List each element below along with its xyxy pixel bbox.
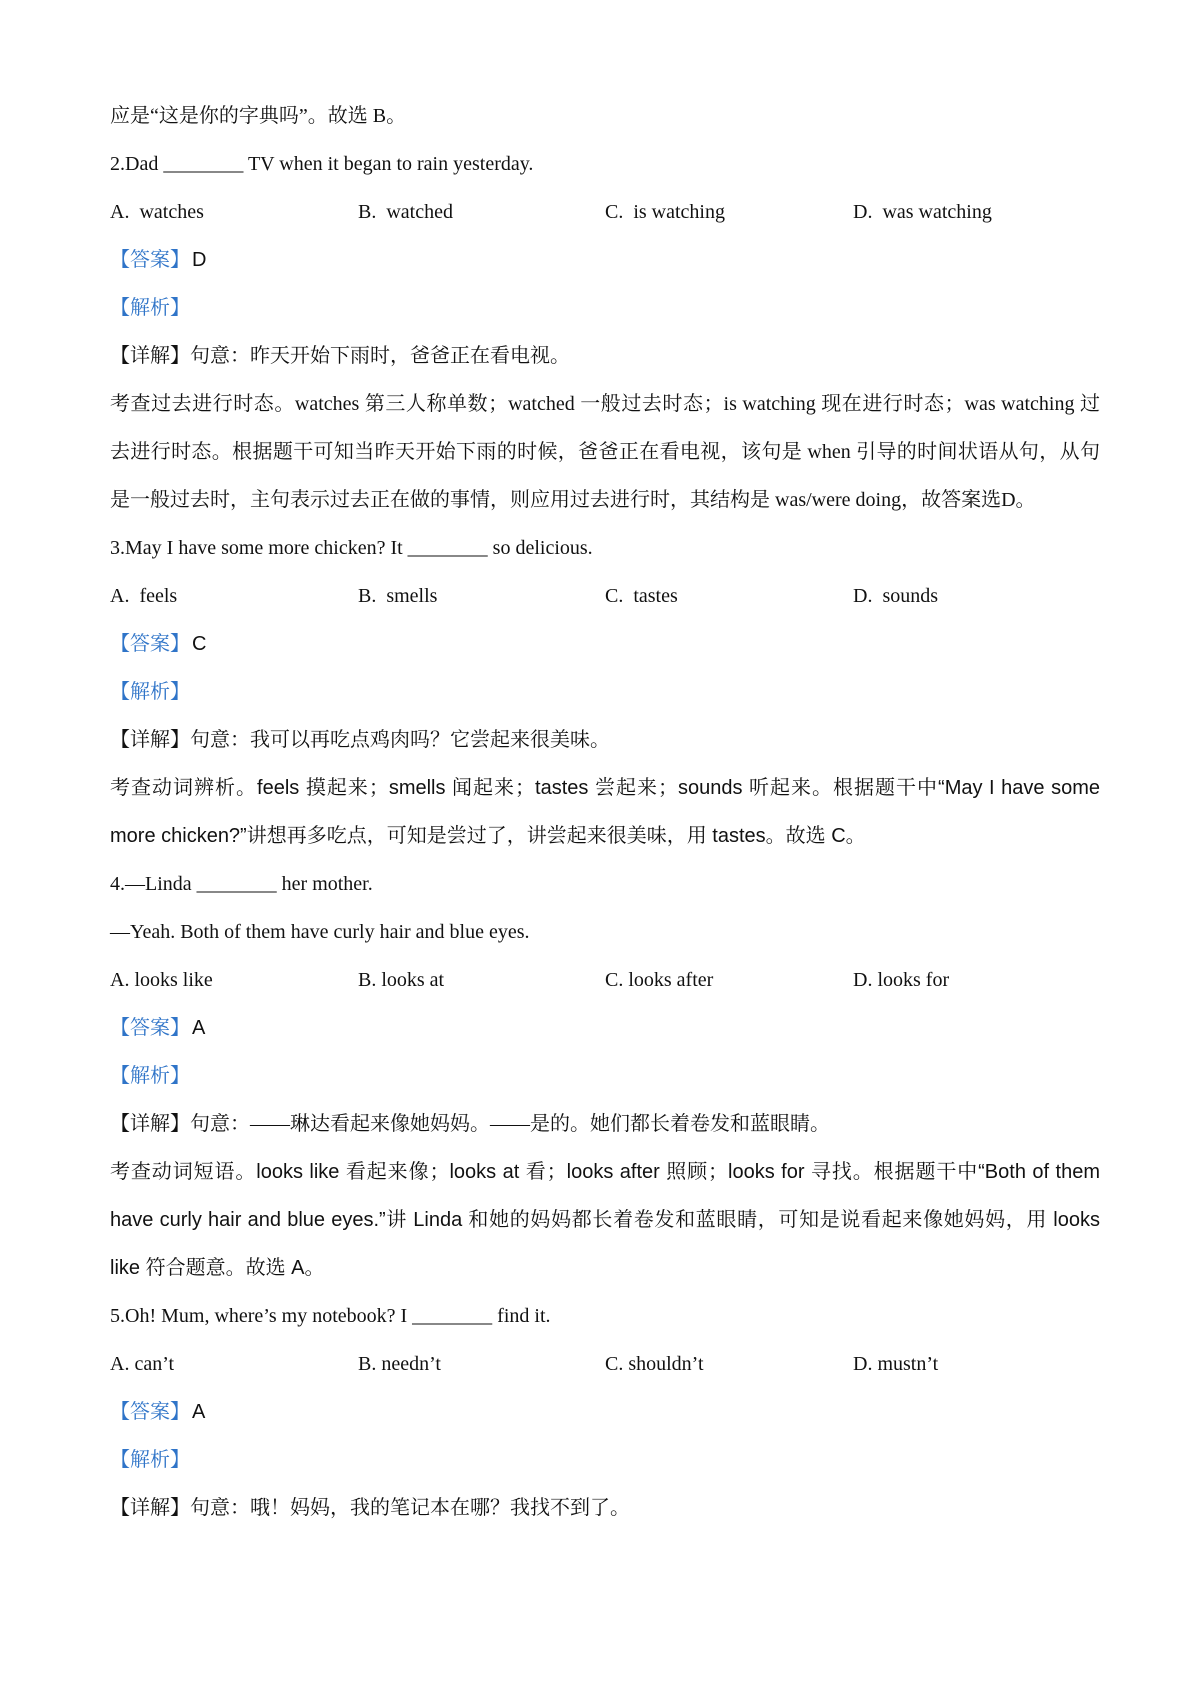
option-b: B. needn’t (358, 1353, 441, 1375)
analysis-line (110, 668, 1100, 716)
answer-value: A (192, 1017, 206, 1039)
answer-label: 【答案】 (110, 633, 190, 655)
option-b: B. smells (358, 585, 438, 607)
options-row (110, 956, 1100, 1004)
option-d: D. looks for (853, 969, 950, 991)
answer-line (110, 1388, 1100, 1436)
intro-line: 应是“这是你的字典吗”。故选 B。 (110, 105, 407, 127)
explanation-paragraph: 考查动词辨析。feels 摸起来；smells 闻起来；tastes 尝起来；sounds 听起来。根据题干中“May I have some more chicken?”讲想再多吃点，可知是尝过了，讲尝起来很美味，用 tastes。故选 C。 (110, 777, 1100, 847)
options-row (110, 572, 1100, 620)
analysis-line (110, 1436, 1100, 1484)
question-stem: 3.May I have some more chicken? It ________ so delicious. (110, 537, 593, 559)
detail-line (110, 332, 1100, 380)
detail-label: 【详解】 (110, 729, 190, 751)
question-stem-reply: —Yeah. Both of them have curly hair and blue eyes. (110, 921, 530, 943)
detail-line (110, 1484, 1100, 1532)
answer-label: 【答案】 (110, 1401, 190, 1423)
answer-line (110, 620, 1100, 668)
detail-line (110, 716, 1100, 764)
option-b: B. looks at (358, 969, 445, 991)
answer-label: 【答案】 (110, 249, 190, 271)
detail-text: 句意：昨天开始下雨时，爸爸正在看电视。 (190, 345, 570, 367)
answer-value: A (192, 1401, 206, 1423)
option-c: C. shouldn’t (605, 1353, 704, 1375)
detail-text: 句意：我可以再吃点鸡肉吗？它尝起来很美味。 (190, 729, 610, 751)
answer-line (110, 1004, 1100, 1052)
explanation-paragraph: 考查动词短语。looks like 看起来像；looks at 看；looks after 照顾；looks for 寻找。根据题干中“Both of them have curly hair and blue eyes.”讲 Linda 和她的妈妈都长着卷发和蓝眼睛，可知是说看起来像她妈妈，用 looks like 符合题意。故选 A。 (110, 1161, 1100, 1279)
analysis-label: 【解析】 (110, 1065, 190, 1087)
question-stem: 4.—Linda ________ her mother. (110, 873, 373, 895)
option-a: A. looks like (110, 969, 213, 991)
question-stem: 2.Dad ________ TV when it began to rain yesterday. (110, 153, 534, 175)
analysis-label: 【解析】 (110, 297, 190, 319)
analysis-label: 【解析】 (110, 1449, 190, 1471)
detail-label: 【详解】 (110, 345, 190, 367)
detail-line (110, 1100, 1100, 1148)
option-d: D. sounds (853, 585, 939, 607)
detail-label: 【详解】 (110, 1113, 190, 1135)
analysis-line (110, 1052, 1100, 1100)
option-d: D. was watching (853, 201, 992, 223)
option-c: C. tastes (605, 585, 678, 607)
answer-label: 【答案】 (110, 1017, 190, 1039)
option-a: A. can’t (110, 1353, 175, 1375)
answer-value: C (192, 633, 207, 655)
detail-text: 句意：哦！妈妈，我的笔记本在哪？我找不到了。 (190, 1497, 630, 1519)
option-b: B. watched (358, 201, 453, 223)
explanation-paragraph: 考查过去进行时态。watches 第三人称单数；watched 一般过去时态；is watching 现在进行时态；was watching 过去进行时态。根据题干可知当昨天开始下雨的时候，爸爸正在看电视，该句是 when 引导的时间状语从句，从句是一般过去时，主句表示过去正在做的事情，则应用过去进行时，其结构是 was/were doing，故答案选D。 (110, 393, 1100, 511)
option-c: C. looks after (605, 969, 714, 991)
document-page (110, 92, 1100, 1532)
question-stem: 5.Oh! Mum, where’s my notebook? I ________ find it. (110, 1305, 551, 1327)
detail-text: 句意：——琳达看起来像她妈妈。——是的。她们都长着卷发和蓝眼睛。 (190, 1113, 830, 1135)
option-a: A. watches (110, 201, 204, 223)
analysis-line (110, 284, 1100, 332)
option-c: C. is watching (605, 201, 725, 223)
option-d: D. mustn’t (853, 1353, 939, 1375)
answer-line (110, 236, 1100, 284)
analysis-label: 【解析】 (110, 681, 190, 703)
options-row (110, 1340, 1100, 1388)
answer-value: D (192, 249, 207, 271)
options-row (110, 188, 1100, 236)
option-a: A. feels (110, 585, 178, 607)
detail-label: 【详解】 (110, 1497, 190, 1519)
